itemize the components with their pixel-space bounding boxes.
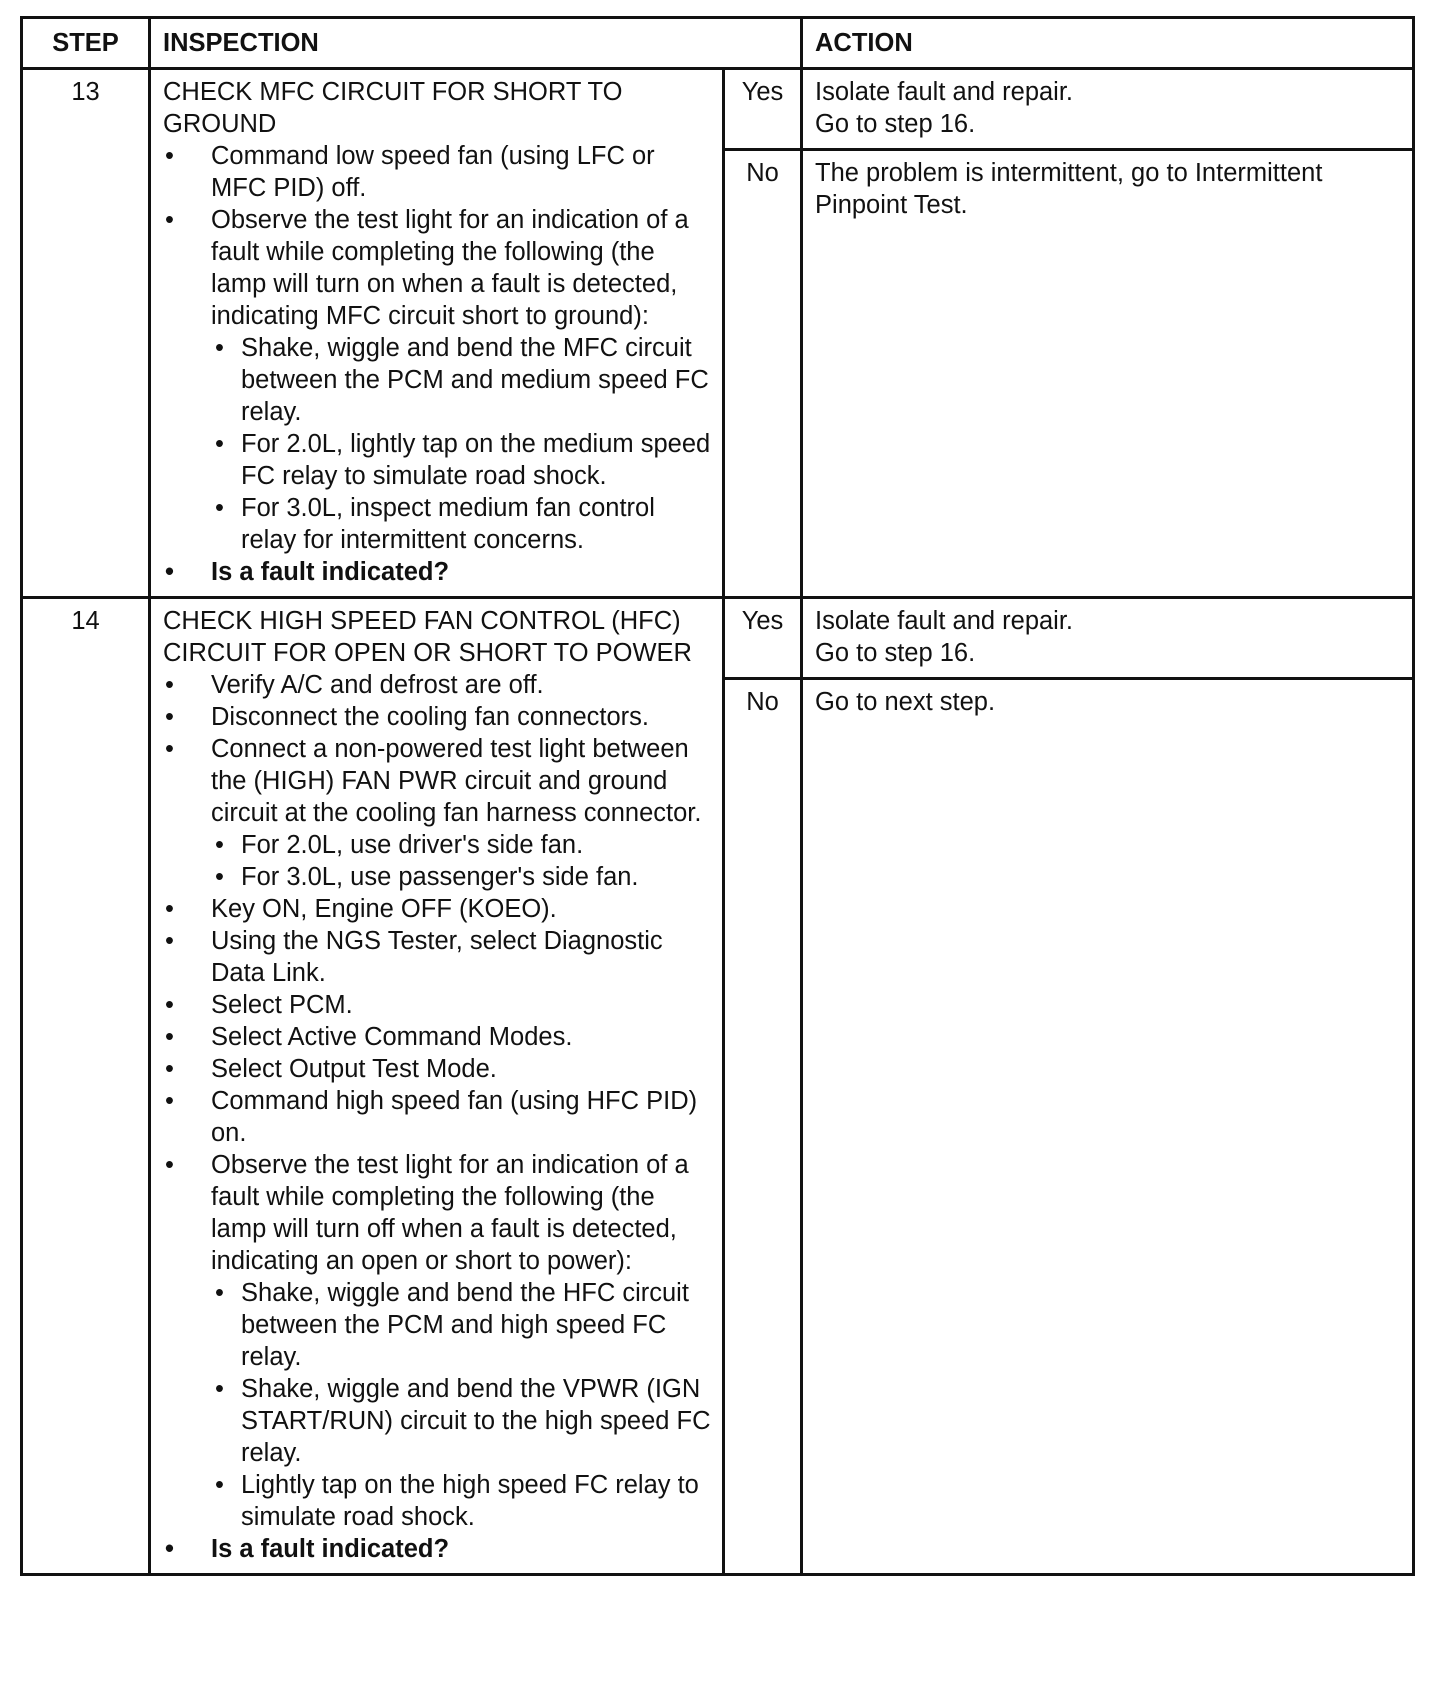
sub-steps [211, 829, 712, 893]
list-item: • Key ON, Engine OFF (KOEO). [163, 893, 712, 925]
no-action: The problem is intermittent, go to Intermittent Pinpoint Test. [802, 150, 1414, 598]
table-row [22, 69, 1414, 150]
list-item: • Select Output Test Mode. [163, 1053, 712, 1085]
list-item: • Select Active Command Modes. [163, 1021, 712, 1053]
list-item-text: Observe the test light for an indication of a fault while completing the following (the lamp will turn on when a fault is detected, indicating MFC circuit short to ground): [211, 206, 689, 330]
yes-label: Yes [724, 69, 802, 150]
yes-label: Yes [724, 598, 802, 679]
diagnostic-table [20, 16, 1415, 1576]
inspection-cell [150, 598, 724, 1575]
list-item [163, 733, 712, 893]
step-number: 13 [22, 69, 150, 598]
action-line: Go to step 16. [815, 110, 976, 138]
header-inspection: INSPECTION [150, 18, 802, 69]
sub-list-item: • Shake, wiggle and bend the HFC circuit between the PCM and high speed FC relay. [211, 1277, 712, 1373]
diagnostic-table-sheet [20, 16, 1412, 1642]
list-item: • Disconnect the cooling fan connectors. [163, 701, 712, 733]
list-item [163, 204, 712, 556]
inspection-title: CHECK MFC CIRCUIT FOR SHORT TO GROUND [163, 78, 623, 138]
list-item: • Select PCM. [163, 989, 712, 1021]
table-row [22, 598, 1414, 679]
list-item: • Command low speed fan (using LFC or MFC PID) off. [163, 140, 712, 204]
list-item: • Using the NGS Tester, select Diagnostic Data Link. [163, 925, 712, 989]
no-label: No [724, 150, 802, 598]
sub-list-item: • Lightly tap on the high speed FC relay to simulate road shock. [211, 1469, 712, 1533]
action-line: Isolate fault and repair. [815, 78, 1074, 106]
sub-steps [211, 332, 712, 556]
sub-list-item: • Shake, wiggle and bend the MFC circuit between the PCM and medium speed FC relay. [211, 332, 712, 428]
yes-action [802, 598, 1414, 679]
sub-list-item: • For 2.0L, lightly tap on the medium speed FC relay to simulate road shock. [211, 428, 712, 492]
table-header-row [22, 18, 1414, 69]
inspection-title: CHECK HIGH SPEED FAN CONTROL (HFC) CIRCUIT FOR OPEN OR SHORT TO POWER [163, 607, 692, 667]
list-item: • Command high speed fan (using HFC PID) on. [163, 1085, 712, 1149]
sub-list-item: • For 3.0L, inspect medium fan control relay for intermittent concerns. [211, 492, 712, 556]
question: • Is a fault indicated? [163, 556, 712, 588]
question: • Is a fault indicated? [163, 1533, 712, 1565]
list-item [163, 1149, 712, 1533]
header-step: STEP [22, 18, 150, 69]
sub-steps [211, 1277, 712, 1533]
sub-list-item: • Shake, wiggle and bend the VPWR (IGN START/RUN) circuit to the high speed FC relay. [211, 1373, 712, 1469]
inspection-cell [150, 69, 724, 598]
action-line: Isolate fault and repair. [815, 607, 1074, 635]
list-item-text: Observe the test light for an indication of a fault while completing the following (the lamp will turn off when a fault is detected, indicating an open or short to power): [211, 1151, 689, 1275]
sub-list-item: • For 2.0L, use driver's side fan. [211, 829, 712, 861]
no-label: No [724, 679, 802, 1575]
sub-list-item: • For 3.0L, use passenger's side fan. [211, 861, 712, 893]
header-action: ACTION [802, 18, 1414, 69]
no-action: Go to next step. [802, 679, 1414, 1575]
list-item: • Verify A/C and defrost are off. [163, 669, 712, 701]
list-item-text: Connect a non-powered test light between the (HIGH) FAN PWR circuit and ground circuit at the cooling fan harness connector. [211, 735, 702, 827]
step-number: 14 [22, 598, 150, 1575]
inspection-steps [163, 669, 712, 1565]
inspection-steps [163, 140, 712, 588]
action-line: Go to step 16. [815, 639, 976, 667]
yes-action [802, 69, 1414, 150]
